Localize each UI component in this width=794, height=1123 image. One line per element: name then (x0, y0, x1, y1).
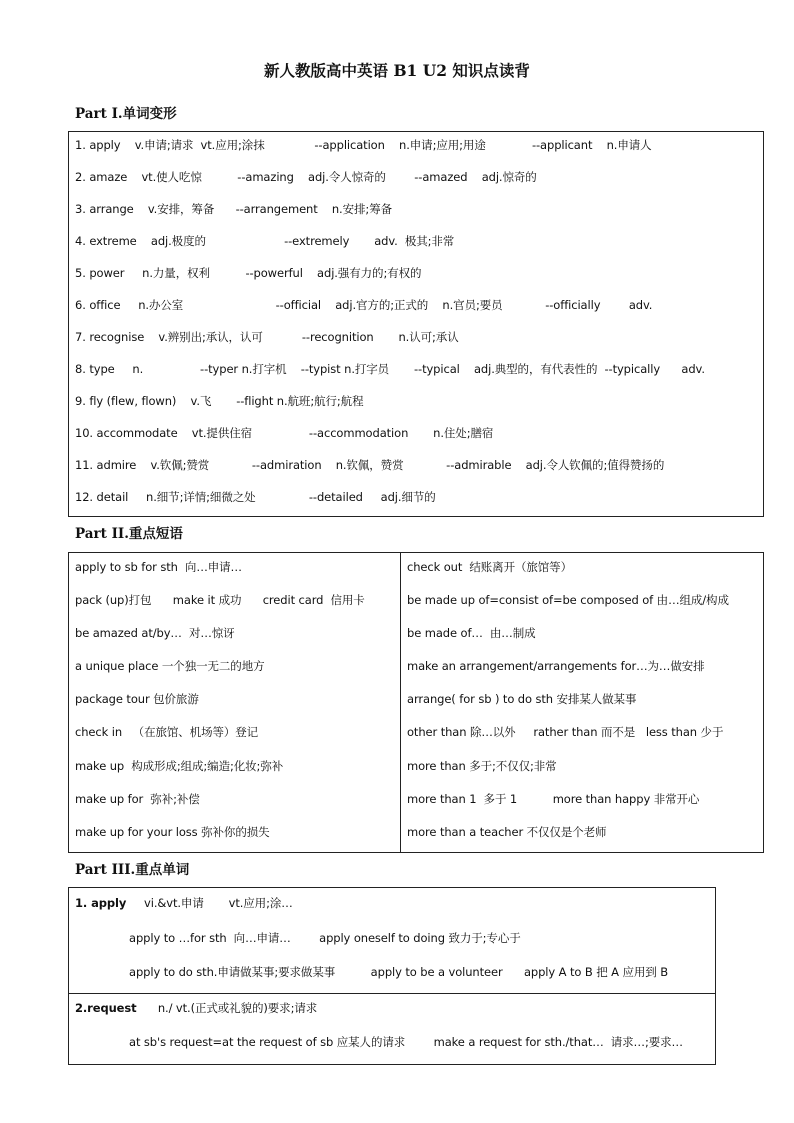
list-item: apply to sb for sth 向…申请… (75, 560, 242, 574)
list-item: pack (up)打包 make it 成功 credit card 信用卡 (75, 593, 365, 607)
list-item: other than 除…以外 rather than 而不是 less than 少于 (407, 725, 724, 739)
list-item: be made up of=consist of=be composed of 由…组成/构成 (407, 593, 729, 607)
list-item: 5. power n.力量，权利 --powerful adj.强有力的;有权的 (75, 266, 422, 280)
list-item: 10. accommodate vt.提供住宿 --accommodation n.住处;膳宿 (75, 426, 494, 440)
part1-heading: Part I.单词变形 (75, 106, 177, 122)
list-item: make up for 弥补;补偿 (75, 792, 200, 806)
entry-apply-line: apply to …for sth 向…申请… apply oneself to doing 致力于;专心于 (129, 931, 521, 945)
list-item: 11. admire v.钦佩;赞赏 --admiration n.钦佩，赞赏 --admirable adj.令人钦佩的;值得赞扬的 (75, 458, 665, 472)
list-item: 2. amaze vt.使人吃惊 --amazing adj.令人惊奇的 --amazed adj.惊奇的 (75, 170, 537, 184)
row-divider (69, 993, 715, 994)
entry-apply-head: 1. apply (75, 896, 127, 910)
list-item: make up for your loss 弥补你的损失 (75, 825, 270, 839)
list-item: a unique place 一个独一无二的地方 (75, 659, 265, 673)
list-item: more than 多于;不仅仅;非常 (407, 759, 557, 773)
list-item: arrange( for sb ) to do sth 安排某人做某事 (407, 692, 637, 706)
list-item: 7. recognise v.辨别出;承认，认可 --recognition n.认可;承认 (75, 330, 459, 344)
list-item: make an arrangement/arrangements for…为…做安排 (407, 659, 705, 673)
list-item: 9. fly (flew, flown) v.飞 --flight n.航班;航行;航程 (75, 394, 364, 408)
list-item: be amazed at/by… 对…惊讶 (75, 626, 235, 640)
part3-heading: Part III.重点单词 (75, 862, 190, 878)
entry-request-head: 2.request (75, 1001, 137, 1015)
list-item: 1. apply v.申请;请求 vt.应用;涂抹 --application n.申请;应用;用途 --applicant n.申请人 (75, 138, 652, 152)
list-item: 3. arrange v.安排，筹备 --arrangement n.安排;筹备 (75, 202, 392, 216)
column-divider (400, 553, 401, 852)
list-item: check out 结账离开（旅馆等） (407, 560, 572, 574)
page-title: 新人教版高中英语 B1 U2 知识点读背 (264, 61, 530, 80)
part3-table (68, 887, 716, 1065)
part2-heading: Part II.重点短语 (75, 526, 183, 542)
list-item: more than a teacher 不仅仅是个老师 (407, 825, 607, 839)
list-item: make up 构成形成;组成;编造;化妆;弥补 (75, 759, 284, 773)
entry-apply-line: apply to do sth.申请做某事;要求做某事 apply to be a volunteer apply A to B 把 A 应用到 B (129, 965, 669, 979)
list-item: more than 1 多于 1 more than happy 非常开心 (407, 792, 700, 806)
list-item: 6. office n.办公室 --official adj.官方的;正式的 n.官员;要员 --officially adv. (75, 298, 653, 312)
part1-table (68, 131, 764, 517)
entry-request-def: n./ vt.(正式或礼貌的)要求;请求 (136, 1001, 318, 1015)
list-item: package tour 包价旅游 (75, 692, 199, 706)
entry-apply-header (75, 896, 293, 910)
list-item: be made of… 由…制成 (407, 626, 536, 640)
entry-request-header (75, 1001, 317, 1015)
entry-apply-def: vi.&vt.申请 vt.应用;涂… (126, 896, 293, 910)
list-item: 8. type n. --typer n.打字机 --typist n.打字员 --typical adj.典型的，有代表性的 --typically adv. (75, 362, 705, 376)
entry-request-line: at sb's request=at the request of sb 应某人的请求 make a request for sth./that… 请求…;要求… (129, 1035, 683, 1049)
list-item: check in （在旅馆、机场等）登记 (75, 725, 259, 739)
list-item: 4. extreme adj.极度的 --extremely adv. 极其;非常 (75, 234, 455, 248)
list-item: 12. detail n.细节;详情;细微之处 --detailed adj.细节的 (75, 490, 436, 504)
part2-table (68, 552, 764, 853)
